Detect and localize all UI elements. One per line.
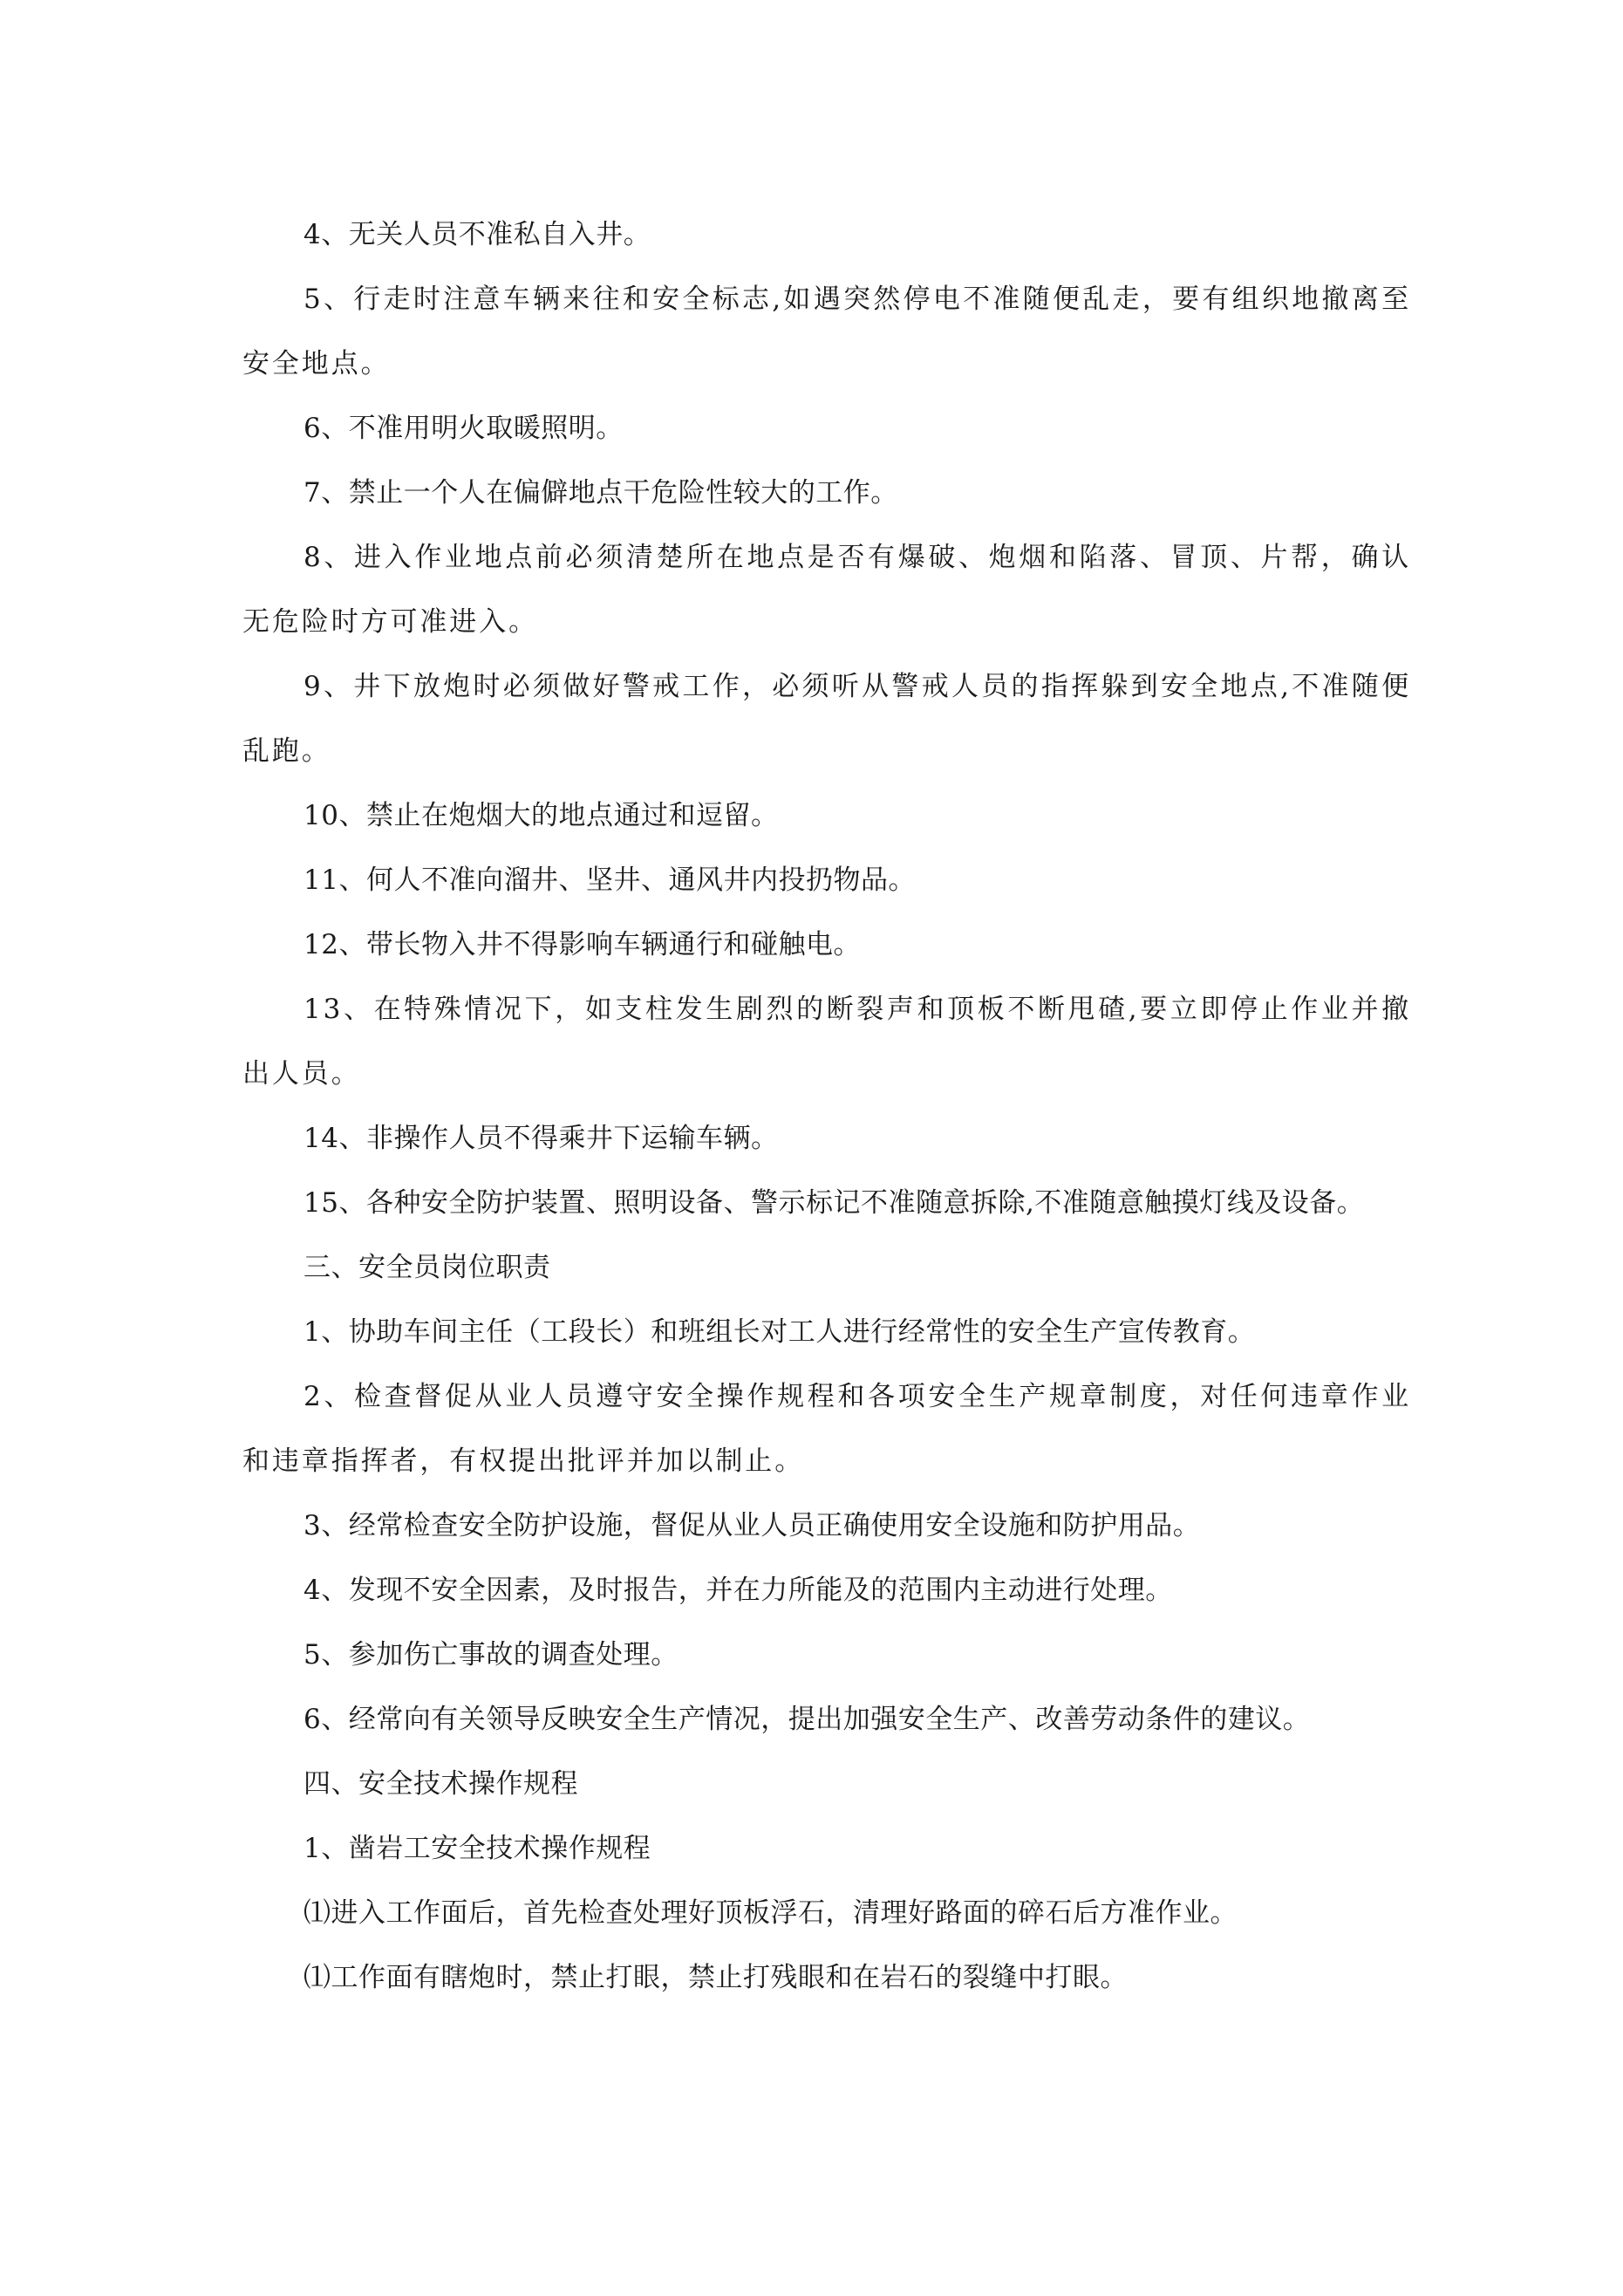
paragraph-rule-13: 13、在特殊情况下，如支柱发生剧烈的断裂声和顶板不断甩碴,要立即停止作业并撤出人员。 xyxy=(242,994,1411,1090)
paragraph-rule-9: 9、井下放炮时必须做好警戒工作，必须听从警戒人员的指挥躲到安全地点,不准随便乱跑。 xyxy=(242,671,1411,767)
paragraph-rule-7: 7、禁止一个人在偏僻地点干危险性较大的工作。 xyxy=(303,477,898,509)
paragraph-rule-14: 14、非操作人员不得乘井下运输车辆。 xyxy=(303,1123,779,1154)
paragraph-rule-8: 8、进入作业地点前必须清楚所在地点是否有爆破、炮烟和陷落、冒顶、片帮，确认无危险时方可准进入。 xyxy=(242,542,1411,638)
paragraph-procedure-1: ⑴进入工作面后，首先检查处理好顶板浮石，清理好路面的碎石后方准作业。 xyxy=(303,1897,1238,1929)
paragraph-rule-15: 15、各种安全防护装置、照明设备、警示标记不准随意拆除,不准随意触摸灯线及设备。 xyxy=(303,1187,1365,1219)
paragraph-rule-11: 11、何人不准向溜井、坚井、通风井内投扔物品。 xyxy=(303,864,916,896)
paragraph-rule-6: 6、不准用明火取暖照明。 xyxy=(303,413,624,444)
paragraph-duty-1: 1、协助车间主任（工段长）和班组长对工人进行经常性的安全生产宣传教育。 xyxy=(303,1316,1256,1348)
paragraph-rule-5: 5、行走时注意车辆来往和安全标志,如遇突然停电不准随便乱走，要有组织地撤离至安全地点。 xyxy=(242,284,1411,379)
paragraph-duty-5: 5、参加伤亡事故的调查处理。 xyxy=(303,1639,679,1671)
subsection-heading-1: 1、凿岩工安全技术操作规程 xyxy=(303,1833,651,1864)
paragraph-duty-6: 6、经常向有关领导反映安全生产情况，提出加强安全生产、改善劳动条件的建议。 xyxy=(303,1704,1311,1735)
paragraph-procedure-2: ⑴工作面有瞎炮时，禁止打眼，禁止打残眼和在岩石的裂缝中打眼。 xyxy=(303,1962,1128,1993)
paragraph-rule-10: 10、禁止在炮烟大的地点通过和逗留。 xyxy=(303,800,779,831)
document-body xyxy=(242,202,1411,2010)
paragraph-duty-3: 3、经常检查安全防护设施，督促从业人员正确使用安全设施和防护用品。 xyxy=(303,1510,1201,1541)
paragraph-duty-2: 2、检查督促从业人员遵守安全操作规程和各项安全生产规章制度，对任何违章作业和违章指挥者，有权提出批评并加以制止。 xyxy=(242,1381,1411,1477)
paragraph-rule-4: 4、无关人员不准私自入井。 xyxy=(303,219,651,250)
section-heading-4: 四、安全技术操作规程 xyxy=(303,1768,578,1800)
section-heading-3: 三、安全员岗位职责 xyxy=(303,1252,551,1283)
paragraph-rule-12: 12、带长物入井不得影响车辆通行和碰触电。 xyxy=(303,929,861,960)
paragraph-duty-4: 4、发现不安全因素，及时报告，并在力所能及的范围内主动进行处理。 xyxy=(303,1575,1173,1606)
